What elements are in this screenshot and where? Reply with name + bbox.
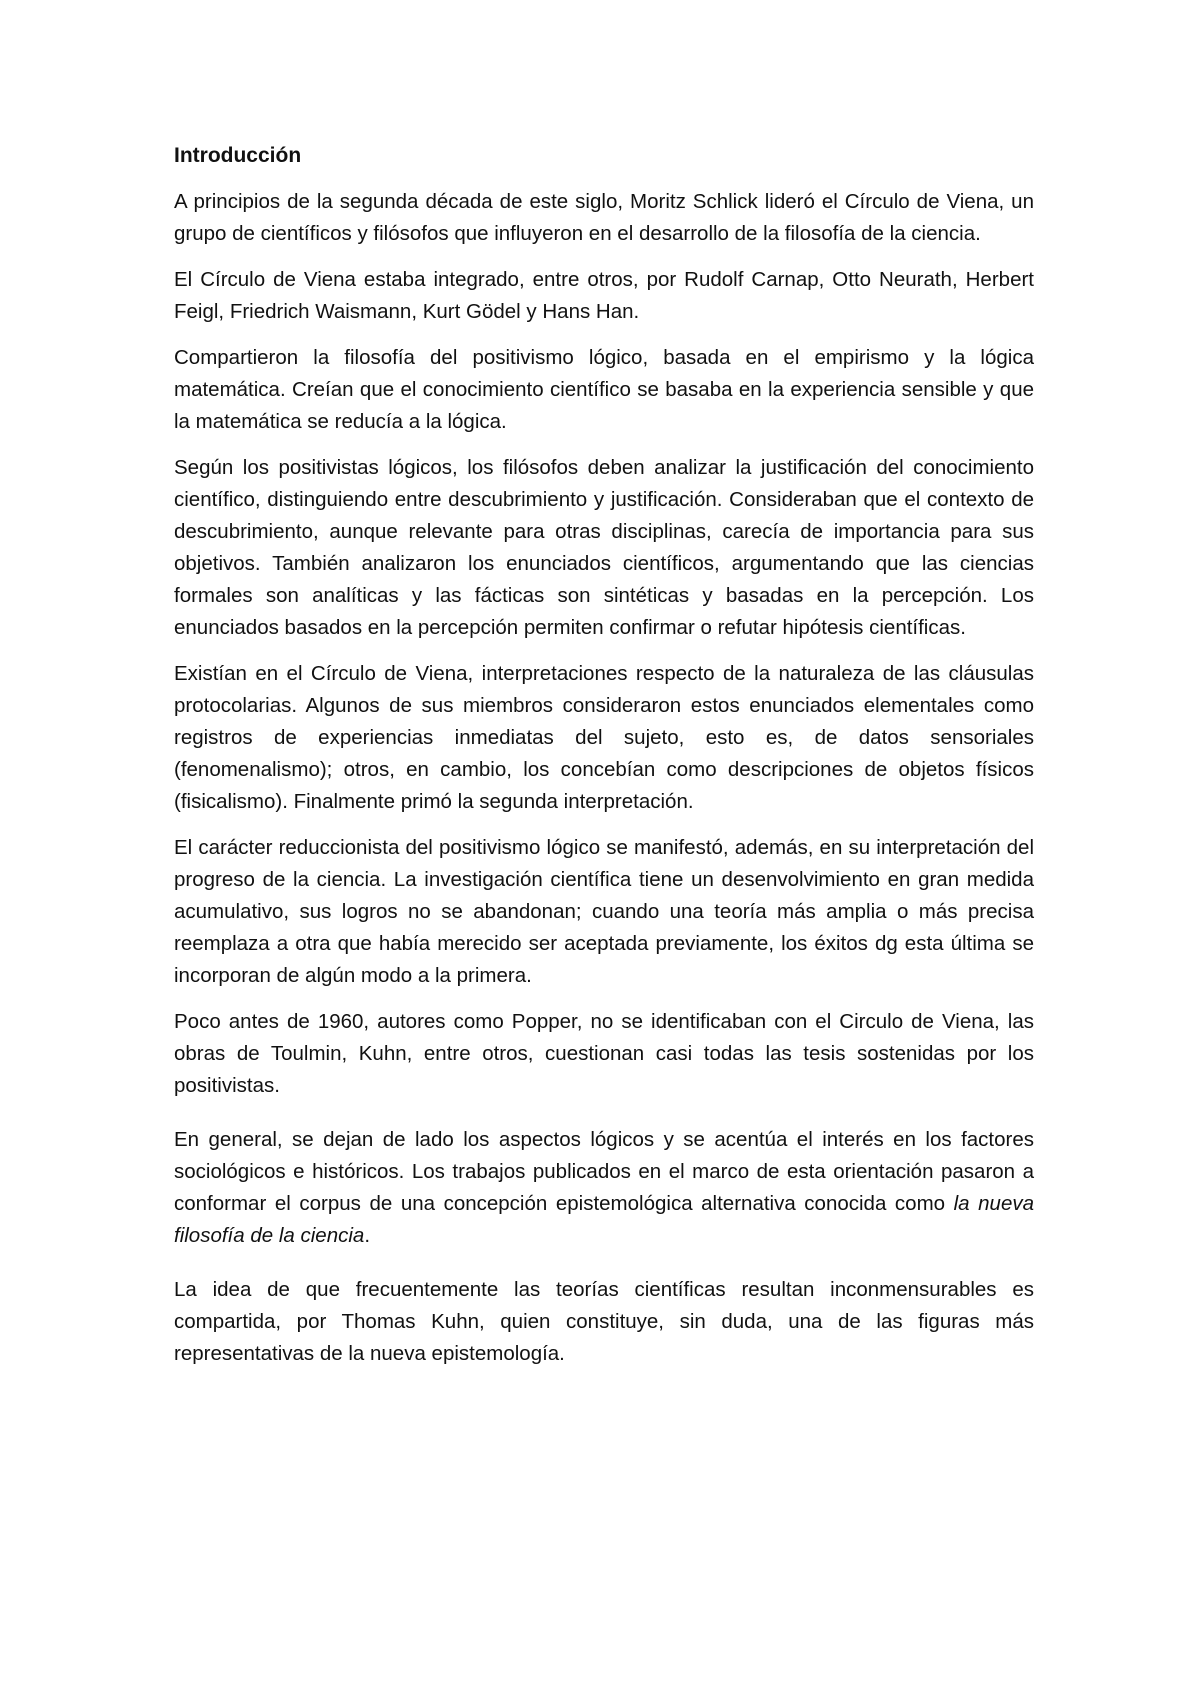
paragraph: Según los positivistas lógicos, los filósofos deben analizar la justificación del conocimiento científico, distinguiendo entre descubrimiento y justificación. Consideraban que el contexto de descubrimiento, aunque relevante para otras disciplinas, carecía de importancia para sus objetivos. También analizaron los enunciados científicos, argumentando que las ciencias formales son analíticas y las fácticas son sintéticas y basadas en la percepción. Los enunciados basados en la percepción permiten confirmar o refutar hipótesis científicas.	[174, 456, 1034, 639]
paragraph-text: En general, se dejan de lado los aspectos lógicos y se acentúa el interés en los factores sociológicos e históricos. Los trabajos publicados en el marco de esta orientación pasaron a conformar el corpus de una concepción epistemológica alternativa conocida como	[174, 1128, 1034, 1215]
paragraph-with-italic	[174, 1124, 1034, 1252]
paragraph-end: .	[364, 1224, 371, 1247]
paragraph: El carácter reduccionista del positivismo lógico se manifestó, además, en su interpretación del progreso de la ciencia. La investigación científica tiene un desenvolvimiento en gran medida acumulativo, sus logros no se abandonan; cuando una teoría más amplia o más precisa reemplaza a otra que había merecido ser aceptada previamente, los éxitos dg esta última se incorporan de algún modo a la primera.	[174, 836, 1034, 987]
paragraph: A principios de la segunda década de este siglo, Moritz Schlick lideró el Círculo de Viena, un grupo de científicos y filósofos que influyeron en el desarrollo de la filosofía de la ciencia.	[174, 190, 1034, 245]
paragraph: Poco antes de 1960, autores como Popper, no se identificaban con el Circulo de Viena, las obras de Toulmin, Kuhn, entre otros, cuestionan casi todas las tesis sostenidas por los positivistas.	[174, 1010, 1034, 1097]
paragraph: Existían en el Círculo de Viena, interpretaciones respecto de la naturaleza de las cláusulas protocolarias. Algunos de sus miembros consideraron estos enunciados elementales como registros de experiencias inmediatas del sujeto, esto es, de datos sensoriales (fenomenalismo); otros, en cambio, los concebían como descripciones de objetos físicos (fisicalismo). Finalmente primó la segunda interpretación.	[174, 662, 1034, 813]
document-page	[174, 140, 1034, 1384]
italic-phrase: la nueva filosofía de la ciencia	[174, 1192, 1034, 1247]
paragraph: El Círculo de Viena estaba integrado, entre otros, por Rudolf Carnap, Otto Neurath, Herbert Feigl, Friedrich Waismann, Kurt Gödel y Hans Han.	[174, 268, 1034, 323]
paragraph: La idea de que frecuentemente las teorías científicas resultan inconmensurables es compartida, por Thomas Kuhn, quien constituye, sin duda, una de las figuras más representativas de la nueva epistemología.	[174, 1278, 1034, 1365]
document-title: Introducción	[174, 144, 302, 167]
paragraph: Compartieron la filosofía del positivismo lógico, basada en el empirismo y la lógica matemática. Creían que el conocimiento científico se basaba en la experiencia sensible y que la matemática se reducía a la lógica.	[174, 346, 1034, 433]
